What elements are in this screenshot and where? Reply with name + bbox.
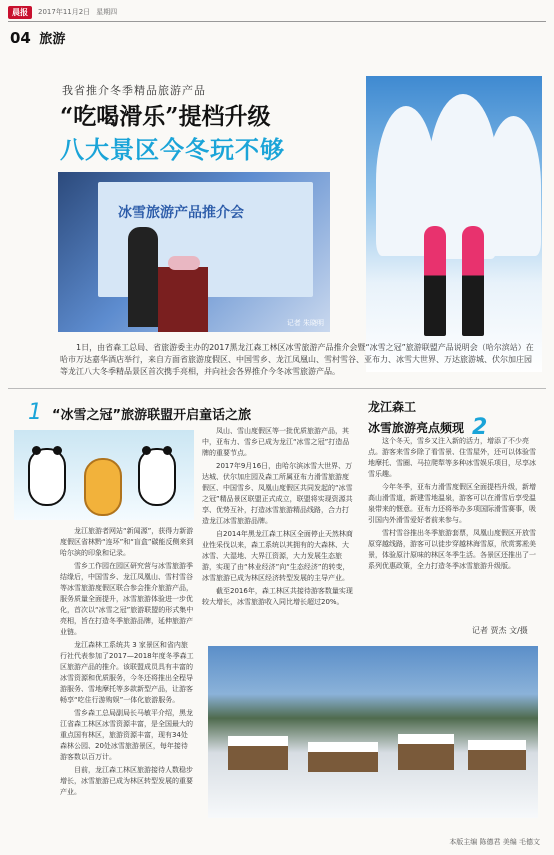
stage-screen-text: 冰雪旅游产品推介会 <box>118 205 244 221</box>
flower-arrangement <box>168 256 200 270</box>
article1-title <box>28 400 251 425</box>
panda-mascot <box>28 448 66 506</box>
article1-paragraph: 截至2016年，森工林区共接待游客数量实现较大增长，冰雪旅游收入同比增长超过20%。 <box>202 587 353 606</box>
tourist-figure <box>462 226 484 336</box>
article2-paragraph: 今年冬季，亚布力滑雪度假区全面提档升级，新增高山滑雪道，新建雪地温泉，游客可以在滑雪后享受温泉带来的惬意。亚布力还将举办多项国际滑雪赛事，吸引国内外滑雪爱好者前来参与。 <box>368 483 536 524</box>
article1-paragraph: 雪乡森工总局副局长马敏平介绍，黑龙江省森工林区冰雪资源丰富，是全国最大的重点国有林区，旅游资源丰富，现有34处森林公园、20处冰雪旅游景区，每年接待游客数以百万计。 <box>60 709 193 761</box>
photo-credit: 记者 朱晓明 <box>286 319 324 327</box>
snow-roof-house <box>228 736 288 770</box>
article1-paragraph: 凤山、雪山度假区等一批优质旅游产品，其中，亚布力、雪乡已成为龙江“冰雪之冠”打造品牌的重要节点。 <box>202 427 350 457</box>
podium <box>158 267 208 332</box>
tiger-mascot <box>84 458 122 516</box>
article2-title <box>368 398 538 440</box>
article1-number: 1 <box>28 400 42 425</box>
section-name: 旅游 <box>39 32 66 47</box>
article1-paragraph: 目前，龙江森工林区旅游接待人数稳步增长，冰雪旅游已成为林区转型发展的重要产业。 <box>60 766 193 796</box>
snow-tree <box>486 116 541 256</box>
article2-number: 2 <box>472 415 488 440</box>
issue-weekday: 星期四 <box>96 8 118 16</box>
article2-byline: 记者 贾杰 文/摄 <box>472 626 528 635</box>
main-subhead: 八大景区今冬玩不够 <box>60 136 285 164</box>
mascot-photo <box>14 430 194 520</box>
main-kicker: 我省推介冬季精品旅游产品 <box>62 84 206 97</box>
article1-column-1 <box>60 526 194 816</box>
snow-village-photo <box>208 646 538 818</box>
conference-photo <box>58 172 330 332</box>
snow-roof-house <box>308 742 378 772</box>
article1-paragraph: 2017年9月16日，由哈尔滨冰雪大世界、万达城、伏尔加庄园及森工所属亚布力滑雪旅游度假区、中国雪乡、凤凰山度假区共同发起的“冰雪之冠”精品景区联盟正式成立，联盟将实现资源共享、优势互补，打造冰雪旅游精品线路，合力打造龙江冰雪旅游品牌。 <box>202 462 353 525</box>
section-divider <box>8 388 546 389</box>
article1-heading: “冰雪之冠”旅游联盟开启童话之旅 <box>52 408 252 423</box>
article1-column-2 <box>202 426 354 640</box>
article2-paragraph: 雪村雪谷推出冬季旅游套票，凤凰山度假区开放雪原穿越线路，游客可以徒步穿越林海雪原，欣赏雾凇美景，体验原汁原味的林区冬季生活。各景区还推出了一系列优惠政策，全力打造冬季冰雪旅游升级版。 <box>368 529 536 570</box>
page-header <box>8 4 546 20</box>
main-headline: “吃喝滑乐”提档升级 <box>60 103 271 130</box>
article1-paragraph: 自2014年黑龙江森工林区全面停止天然林商业性采伐以来，森工系统以其拥有的大森林、大冰雪、大湿地、大界江资源，大力发展生态旅游，实现了由“林业经济”向“生态经济”的转变，冰雪旅游已成为林区经济转型发展的主导产业。 <box>202 530 353 582</box>
section-number: 04 <box>10 29 31 47</box>
header-rule <box>8 21 546 22</box>
page-footer-credits: 本版主编 陈德君 美编 毛德文 <box>449 838 540 846</box>
section-label <box>10 28 65 47</box>
article1-paragraph: 龙江森林工系统共 3 家景区和省内旅行社代表参加了2017—2018年度冬季森工区旅游产品的推介。该联盟成员具有丰富的冰雪资源和优质服务，今冬还将推出全程导游服务、雪地摩托等多款新型产品，让游客畅享“吃住行游购娱”一体化旅游服务。 <box>60 641 194 704</box>
snow-roof-house <box>398 734 454 770</box>
masthead-logo: 晨报 <box>8 6 32 19</box>
snow-roof-house <box>468 740 526 770</box>
article1-paragraph: 龙江旅游者网站“新闻源”，获得力新游度假区省林黔“连环”和“盲盒”碳能反侧来到哈尔滨的印象和记录。 <box>60 527 194 557</box>
article2-heading-line1: 龙江森工 <box>368 400 417 414</box>
article2-body <box>368 436 538 622</box>
article2-paragraph: 这个冬天，雪乡又注入新的活力，增添了不少亮点。游客来雪乡除了看雪景、住雪屋外，还可以体验雪地摩托、雪圈、马拉爬犁等多种冰雪娱乐项目，尽享冰雪乐趣。 <box>368 437 536 478</box>
issue-date: 2017年11月2日 <box>38 8 91 16</box>
tourist-figure <box>424 226 446 336</box>
panda-mascot <box>138 448 176 506</box>
snow-forest-photo <box>366 76 542 372</box>
speaker-figure <box>128 227 158 327</box>
main-caption: 1日，由省森工总局、省旅游委主办的2017黑龙江森工林区冰雪旅游产品推介会暨“冰雪之冠”旅游联盟产品说明会（哈尔滨站）在哈市万达嘉华酒店举行，来自方面省旅游度假区、中国雪乡、龙江凤凰山、雪村雪谷、亚布力、冰雪大世界、万达旅游城、伏尔加庄园等龙江八大冬季精品景区首次携手亮相，并向社会各界推介今冬冰雪旅游产品。 <box>60 343 534 376</box>
article1-paragraph: 雪乡工作园在园区研究营与冰雪旅游季结缘后，中国雪乡、龙江凤凰山、雪村雪谷等冰雪旅游度假区联合参会推介旅游产品，服务质量全面提升，冰雪旅游体验进一步优化，首次以“冰雪之冠”旅游联盟的形式集中亮相，旨在打造冬季旅游品牌，延伸旅游产业链。 <box>60 562 194 636</box>
article2-heading-text: 冰雪旅游亮点频现 <box>368 421 465 435</box>
